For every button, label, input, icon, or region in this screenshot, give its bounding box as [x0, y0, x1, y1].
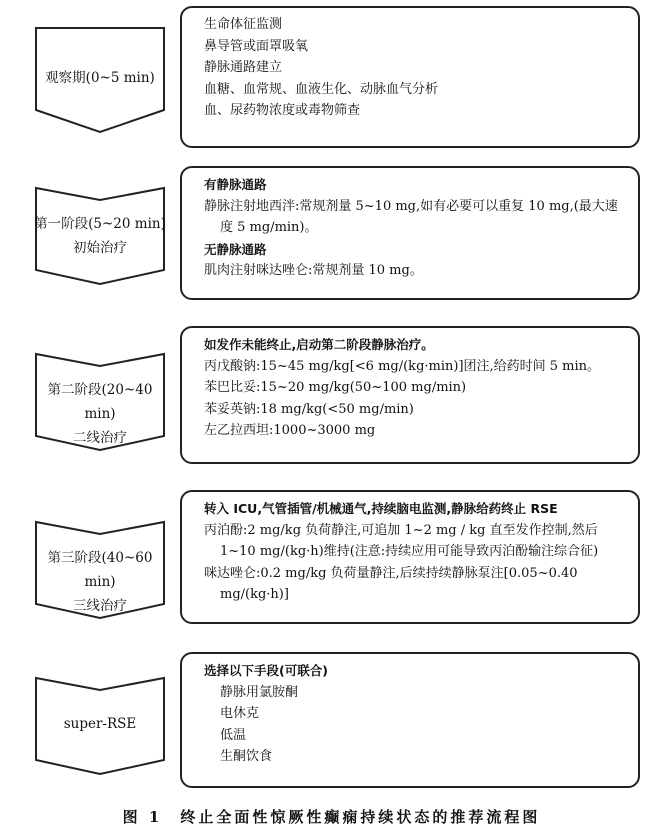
box-line: 丙泊酚:2 mg/kg 负荷静注,可追加 1~2 mg / kg 直至发作控制,然后 1~10 mg/(kg·h)维持(注意:持续应用可能导致丙泊酚输注综合征) — [204, 522, 599, 559]
stage-label: super-RSE — [63, 716, 137, 732]
stage-arrow-phase1 — [34, 186, 166, 286]
stage-box-phase3 — [180, 490, 640, 624]
stage-arrow-super-rse — [34, 676, 166, 776]
stage-label: 观察期(0~5 min) — [45, 70, 155, 86]
box-line: 生酮饮食 — [220, 749, 273, 764]
figure-caption — [0, 806, 663, 827]
box-heading: 无静脉通路 — [204, 241, 267, 257]
box-heading: 选择以下手段(可联合) — [204, 663, 328, 678]
box-line: 生命体征监测 — [204, 17, 283, 32]
stage-box-super-rse — [180, 652, 640, 788]
box-line: 肌肉注射咪达唑仑:常规剂量 10 mg。 — [204, 263, 423, 278]
box-line: 血糖、血常规、血液生化、动脉血气分析 — [204, 81, 439, 97]
box-line: 电休克 — [220, 706, 260, 721]
figure-number: 图 1 — [122, 808, 163, 826]
box-line: 咪达唑仑:0.2 mg/kg 负荷量静注,后续持续静脉泵注[0.05~0.40 mg/(kg·h)] — [204, 565, 578, 602]
stage-label: 第二阶段(20~40 min) 二线治疗 — [47, 382, 153, 446]
box-line: 鼻导管或面罩吸氧 — [204, 38, 309, 54]
stage-arrow-observation — [34, 26, 166, 134]
box-line: 丙戊酸钠:15~45 mg/kg[<6 mg/(kg·min)]团注,给药时间 5 min。 — [204, 358, 601, 374]
stage-arrow-phase3 — [34, 520, 166, 620]
box-heading: 如发作未能终止,启动第二阶段静脉治疗。 — [204, 337, 434, 352]
stage-label: 第三阶段(40~60 min) 三线治疗 — [47, 550, 153, 614]
box-line: 静脉注射地西泮:常规剂量 5~10 mg,如有必要可以重复 10 mg,(最大速度 5 mg/min)。 — [204, 198, 618, 235]
box-line: 静脉通路建立 — [204, 60, 283, 75]
stage-box-observation — [180, 6, 640, 148]
box-line: 苯妥英钠:18 mg/kg(<50 mg/min) — [204, 401, 414, 417]
box-heading: 转入 ICU,气管插管/机械通气,持续脑电监测,静脉给药终止 RSE — [204, 501, 558, 516]
box-line: 左乙拉西坦:1000~3000 mg — [204, 423, 376, 438]
box-line: 苯巴比妥:15~20 mg/kg(50~100 mg/min) — [204, 380, 467, 395]
box-line: 静脉用氯胺酮 — [220, 684, 299, 700]
stage-label: 第一阶段(5~20 min) 初始治疗 — [34, 216, 166, 256]
stage-arrow-phase2 — [34, 352, 166, 452]
box-heading: 有静脉通路 — [204, 177, 267, 192]
stage-box-phase2 — [180, 326, 640, 464]
stage-box-phase1 — [180, 166, 640, 300]
box-line: 血、尿药物浓度或毒物筛查 — [204, 103, 361, 118]
box-line: 低温 — [220, 727, 247, 743]
figure-title: 终止全面性惊厥性癫痫持续状态的推荐流程图 — [180, 808, 541, 826]
